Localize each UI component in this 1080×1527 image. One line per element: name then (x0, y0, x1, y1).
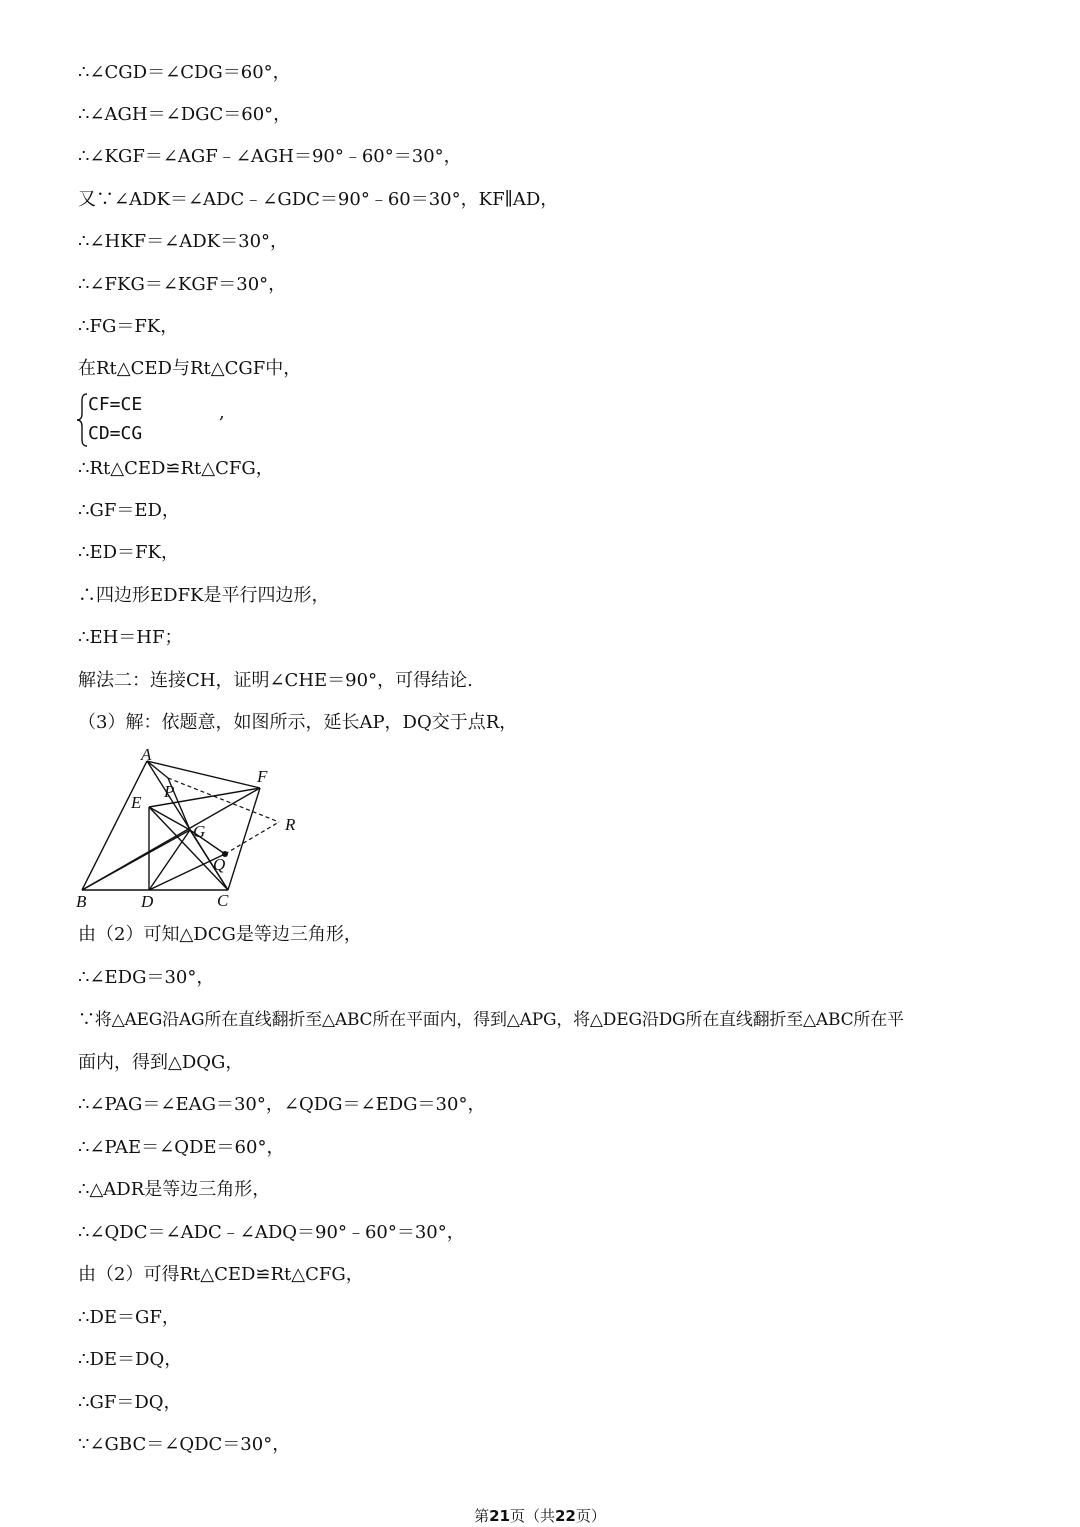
footer-prefix: 第 (474, 1507, 490, 1525)
equation-row-2: CD=CG (88, 423, 143, 444)
line-8: 在Rt△CED与Rt△CGF中， (78, 358, 302, 379)
line-22: ∴△ADR是等边三角形， (78, 1179, 271, 1200)
line-26: ∴DE＝DQ， (78, 1349, 183, 1370)
label-D: D (141, 892, 154, 911)
label-F: F (257, 767, 268, 786)
geometry-figure (70, 748, 310, 916)
footer-middle: 页（共 (509, 1507, 555, 1525)
label-P: P (164, 782, 175, 801)
line-17: ∴∠EDG＝30°， (78, 967, 215, 988)
line-25: ∴DE＝GF， (78, 1307, 180, 1328)
footer-total-pages: 22 (555, 1507, 576, 1525)
line-23: ∴∠QDC＝∠ADC﹣∠ADQ＝90°﹣60°＝30°， (78, 1222, 465, 1243)
label-R: R (285, 815, 296, 834)
line-3: ∴∠KGF＝∠AGF﹣∠AGH＝90°﹣60°＝30°， (78, 146, 462, 167)
label-C: C (217, 891, 229, 910)
line-7: ∴FG＝FK， (78, 316, 179, 337)
label-B: B (76, 892, 87, 911)
page-footer (0, 1506, 1080, 1526)
line-19: 面内，得到△DQG， (78, 1052, 244, 1073)
line-1: ∴∠CGD＝∠CDG＝60°， (78, 62, 291, 83)
line-5: ∴∠HKF＝∠ADK＝30°， (78, 231, 289, 252)
line-21: ∴∠PAE＝∠QDE＝60°， (78, 1137, 285, 1158)
dashed-QR (225, 822, 279, 854)
line-9: ∴Rt△CED≌Rt△CFG， (78, 458, 274, 479)
label-Q: Q (213, 855, 226, 874)
line-12: ∴四边形EDFK是平行四边形， (78, 585, 330, 606)
line-28: ∵∠GBC＝∠QDC＝30°， (78, 1434, 291, 1455)
line-13: ∴EH＝HF； (78, 627, 183, 648)
line-11: ∴ED＝FK， (78, 542, 179, 563)
line-20: ∴∠PAG＝∠EAG＝30°，∠QDG＝∠EDG＝30°， (78, 1094, 486, 1115)
line-24: 由（2）可得Rt△CED≌Rt△CFG， (78, 1264, 364, 1285)
line-18: ∵将△AEG沿AG所在直线翻折至△ABC所在平面内，得到△APG，将△DEG沿DG所在直线翻折至△ABC所在平 (78, 1010, 904, 1030)
equation-comma: , (219, 402, 225, 423)
label-A: A (141, 748, 152, 764)
line-14: 解法二：连接CH，证明∠CHE＝90°，可得结论. (78, 670, 473, 691)
footer-suffix: 页） (575, 1507, 606, 1525)
line-27: ∴GF＝DQ， (78, 1392, 182, 1413)
label-G: G (193, 822, 206, 841)
line-2: ∴∠AGH＝∠DGC＝60°， (78, 104, 292, 125)
line-16: 由（2）可知△DCG是等边三角形， (78, 924, 362, 945)
line-4: 又∵∠ADK＝∠ADC﹣∠GDC＝90°﹣60＝30°，KF∥AD， (78, 189, 559, 210)
line-15: （3）解：依题意，如图所示，延长AP，DQ交于点R， (78, 712, 518, 733)
equation-row-1: CF=CE (88, 394, 143, 415)
equation-system (76, 392, 236, 452)
label-E: E (131, 793, 142, 812)
line-10: ∴GF＝ED， (78, 500, 180, 521)
line-6: ∴∠FKG＝∠KGF＝30°， (78, 274, 287, 295)
left-brace-icon (76, 392, 88, 448)
footer-page-number: 21 (489, 1507, 510, 1525)
